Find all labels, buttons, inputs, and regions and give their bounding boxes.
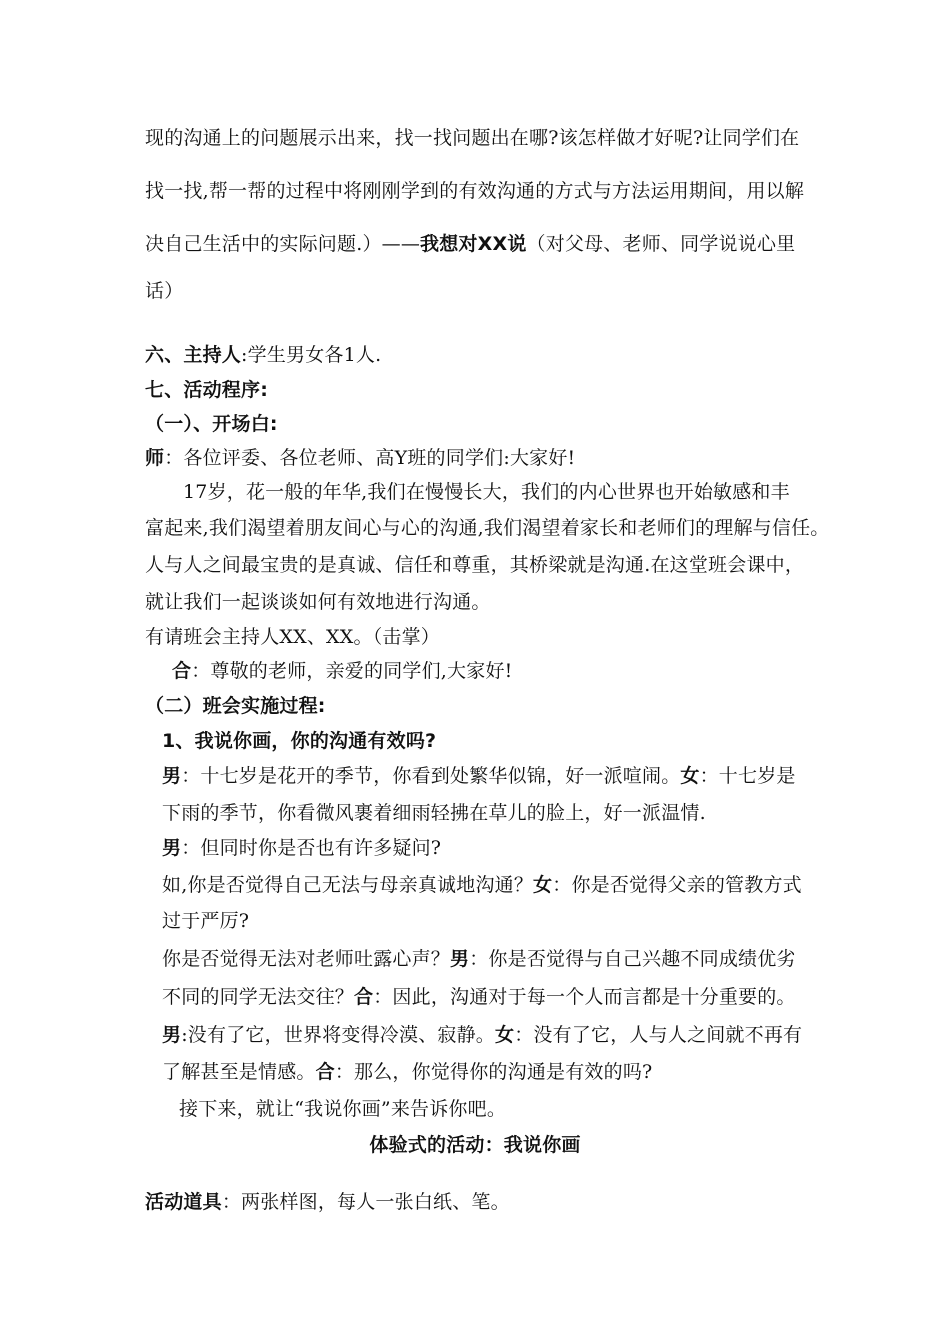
text-run: :没有了它，世界将变得冷漠、寂静。 bbox=[181, 1024, 496, 1046]
dialogue-line bbox=[162, 1060, 652, 1084]
paragraph-line bbox=[145, 446, 575, 470]
bold-text: 活动道具 bbox=[145, 1191, 222, 1213]
section-heading-procedure: 七、活动程序: bbox=[145, 379, 268, 401]
text-run: 如,你是否觉得自己无法与母亲真诚地沟通？ bbox=[162, 874, 534, 896]
paragraph-line: 话） bbox=[145, 280, 184, 302]
text-run: 了解甚至是情感。 bbox=[162, 1061, 316, 1083]
paragraph-line bbox=[145, 232, 795, 256]
text-run: 决自己生活中的实际问题.）—— bbox=[145, 233, 421, 255]
dialogue-line bbox=[162, 836, 441, 860]
paragraph-line: 人与人之间最宝贵的是真诚、信任和尊重，其桥梁就是沟通.在这堂班会课中， bbox=[145, 554, 805, 576]
text-run: （对父母、老师、同学说说心里 bbox=[526, 233, 796, 255]
text-run: ：两张样图，每人一张白纸、笔。 bbox=[221, 1191, 510, 1213]
paragraph-line: 富起来,我们渴望着朋友间心与心的沟通,我们渴望着家长和老师们的理解与信任。 bbox=[145, 517, 830, 539]
dialogue-line: 过于严厉? bbox=[162, 910, 250, 932]
section-heading-host bbox=[145, 343, 381, 367]
dialogue-line bbox=[162, 985, 796, 1009]
text-run: ：你是否觉得父亲的管教方式 bbox=[552, 874, 802, 896]
paragraph-line: 有请班会主持人XX、XX。（击掌） bbox=[145, 626, 441, 648]
text-run: ：但同时你是否也有许多疑问? bbox=[181, 837, 442, 859]
text-run: 不同的同学无法交往？ bbox=[162, 986, 355, 1008]
speaker-label: 女 bbox=[533, 874, 553, 896]
dialogue-line bbox=[162, 947, 796, 971]
speaker-label: 合 bbox=[315, 1061, 335, 1083]
text-run: ：尊敬的老师，亲爱的同学们,大家好! bbox=[191, 660, 513, 682]
speaker-label: 合 bbox=[354, 986, 374, 1008]
bold-text: 我想对XX说 bbox=[420, 233, 527, 255]
text-run: ：各位评委、各位老师、高Y班的同学们:大家好! bbox=[164, 447, 576, 469]
text-run: ：因此，沟通对于每一个人而言都是十分重要的。 bbox=[373, 986, 796, 1008]
text-run: ：那么，你觉得你的沟通是有效的吗? bbox=[334, 1061, 653, 1083]
text-run: ：你是否觉得与自己兴趣不同成绩优劣 bbox=[469, 948, 796, 970]
dialogue-line bbox=[162, 873, 802, 897]
subheading-opening: （一）、开场白: bbox=[145, 413, 278, 435]
speaker-label: 合 bbox=[172, 660, 192, 682]
text-run: ：十七岁是花开的季节，你看到处繁华似锦，好一派喧闹。 bbox=[181, 765, 681, 787]
speaker-label: 女 bbox=[495, 1024, 515, 1046]
paragraph-line bbox=[172, 659, 512, 683]
paragraph-line: 就让我们一起谈谈如何有效地进行沟通。 bbox=[145, 591, 491, 613]
speaker-label: 师 bbox=[145, 447, 165, 469]
subheading-process: （二）班会实施过程: bbox=[145, 695, 326, 717]
paragraph-line: 现的沟通上的问题展示出来，找一找问题出在哪?该怎样做才好呢?让同学们在 bbox=[145, 127, 800, 149]
activity-title: 体验式的活动：我说你画 bbox=[369, 1134, 581, 1156]
text-run: ：没有了它，人与人之间就不再有 bbox=[514, 1024, 803, 1046]
speaker-label: 男 bbox=[162, 837, 182, 859]
paragraph-line bbox=[145, 1190, 510, 1214]
subheading-activity-1: 1、我说你画，你的沟通有效吗? bbox=[162, 730, 437, 752]
paragraph-line: 17岁，花一般的年华,我们在慢慢长大，我们的内心世界也开始敏感和丰 bbox=[183, 481, 790, 503]
speaker-label: 女 bbox=[680, 765, 700, 787]
speaker-label: 男 bbox=[162, 765, 182, 787]
speaker-label: 男 bbox=[162, 1024, 182, 1046]
text-run: 你是否觉得无法对老师吐露心声？ bbox=[162, 948, 451, 970]
speaker-label: 男 bbox=[450, 948, 470, 970]
dialogue-line bbox=[162, 1023, 802, 1047]
text-run: ：十七岁是 bbox=[699, 765, 796, 787]
paragraph-line: 接下来，就让“我说你画”来告诉你吧。 bbox=[179, 1098, 507, 1120]
bold-text: 六、主持人 bbox=[145, 344, 242, 366]
dialogue-line: 下雨的季节，你看微风裹着细雨轻拂在草儿的脸上，好一派温情. bbox=[162, 802, 706, 824]
dialogue-line bbox=[162, 764, 796, 788]
paragraph-line: 找一找,帮一帮的过程中将刚刚学到的有效沟通的方式与方法运用期间，用以解 bbox=[145, 180, 805, 202]
text-run: :学生男女各1人. bbox=[241, 344, 382, 366]
